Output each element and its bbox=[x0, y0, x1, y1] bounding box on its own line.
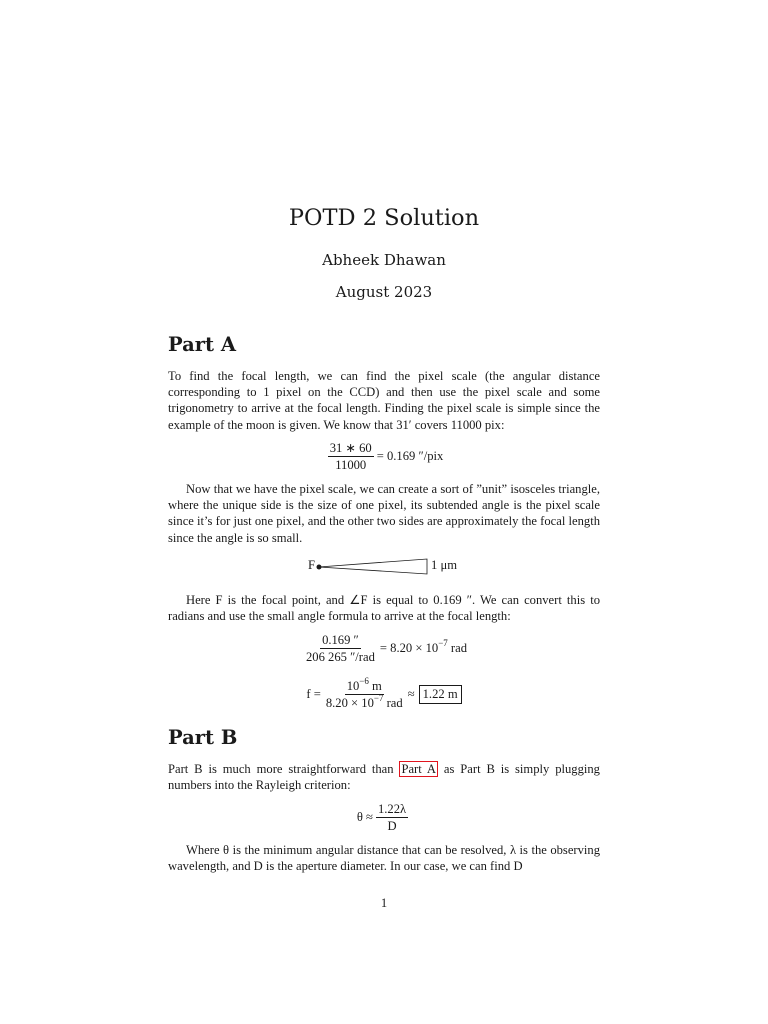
equation-rhs: = 0.169 ″/pix bbox=[376, 449, 444, 463]
section-heading-part-a: Part A bbox=[168, 333, 236, 356]
page-number: 1 bbox=[380, 896, 388, 910]
part-b-paragraph-1 bbox=[168, 761, 600, 793]
equation-lhs: θ ≈ bbox=[356, 810, 373, 824]
boxed-result: 1.22 m bbox=[419, 685, 462, 704]
part-a-link[interactable]: Part A bbox=[401, 762, 437, 776]
numerator-unit: m bbox=[368, 679, 382, 693]
approx-sign: ≈ bbox=[407, 687, 415, 701]
fraction bbox=[328, 440, 374, 473]
triangle-diagram bbox=[305, 555, 475, 579]
author-name: Abheek Dhawan bbox=[322, 251, 446, 269]
denominator-exponent: −7 bbox=[373, 693, 384, 703]
part-b-paragraph-2-text: Where θ is the minimum angular distance that can be resolved, λ is the observing wavelength, and D is the aperture diameter. In our case, we can find D bbox=[168, 843, 600, 874]
rhs-exponent: −7 bbox=[438, 638, 448, 648]
focal-point-label: F bbox=[308, 558, 316, 572]
fraction bbox=[324, 678, 405, 711]
denominator-base: 8.20 × 10 bbox=[325, 696, 374, 710]
rhs-base: = 8.20 × 10 bbox=[379, 641, 439, 655]
isosceles-triangle bbox=[319, 559, 427, 574]
denominator-unit: rad bbox=[383, 696, 403, 710]
equation-pixel-scale bbox=[168, 440, 600, 473]
part-a-paragraph-1 bbox=[168, 368, 600, 433]
equation-radians bbox=[168, 632, 600, 665]
part-a-paragraph-3-text: Here F is the focal point, and ∠F is equal to 0.169 ″. We can convert this to radians and use the small angle formula to arrive at the focal length: bbox=[168, 593, 600, 624]
fraction bbox=[376, 801, 408, 834]
fraction bbox=[304, 632, 377, 665]
fraction-numerator: 31 ∗ 60 bbox=[329, 441, 372, 455]
part-a-paragraph-2-text: Now that we have the pixel scale, we can create a sort of ”unit” isosceles triangle, where the unique side is the size of one pixel, its subtended angle is the pixel scale since it’s for just one pixel, and the other two sides are approximately the focal length since the angle is so small. bbox=[168, 482, 600, 545]
fraction-denominator: D bbox=[387, 819, 397, 833]
section-heading-part-b: Part B bbox=[168, 726, 238, 749]
fraction-numerator: 1.22λ bbox=[377, 802, 407, 816]
fraction-denominator: 206 265 ″/rad bbox=[305, 650, 375, 664]
rhs-unit: rad bbox=[447, 641, 467, 655]
fraction-numerator: 0.169 ″ bbox=[322, 633, 359, 647]
document-date: August 2023 bbox=[335, 283, 433, 301]
equation-rayleigh bbox=[168, 801, 600, 834]
equation-rhs bbox=[379, 638, 467, 656]
part-a-paragraph-2 bbox=[168, 481, 600, 546]
fraction-denominator: 11000 bbox=[335, 458, 367, 472]
fraction-denominator bbox=[324, 695, 405, 711]
part-b-paragraph-2 bbox=[168, 842, 600, 874]
pixel-size-label: 1 μm bbox=[431, 558, 457, 572]
document-title: POTD 2 Solution bbox=[288, 205, 480, 231]
part-b-text-before-link: Part B is much more straightforward than bbox=[168, 762, 400, 776]
equation-focal-length bbox=[168, 678, 600, 711]
part-b-text-after-link: as Part B is simply plugging numbers into the Rayleigh criterion: bbox=[168, 762, 600, 793]
part-a-paragraph-3 bbox=[168, 592, 600, 624]
numerator-base: 10 bbox=[346, 679, 360, 693]
part-a-paragraph-1-text: To find the focal length, we can find the pixel scale (the angular distance corresponding to 1 pixel on the CCD) and then use the pixel scale and some trigonometry to arrive at the focal length. Finding the pixel scale is simple since the example of the moon is given. We know that 31′ covers 11000 pix: bbox=[168, 369, 600, 432]
equation-lhs: f = bbox=[306, 687, 321, 701]
numerator-exponent: −6 bbox=[359, 676, 369, 686]
